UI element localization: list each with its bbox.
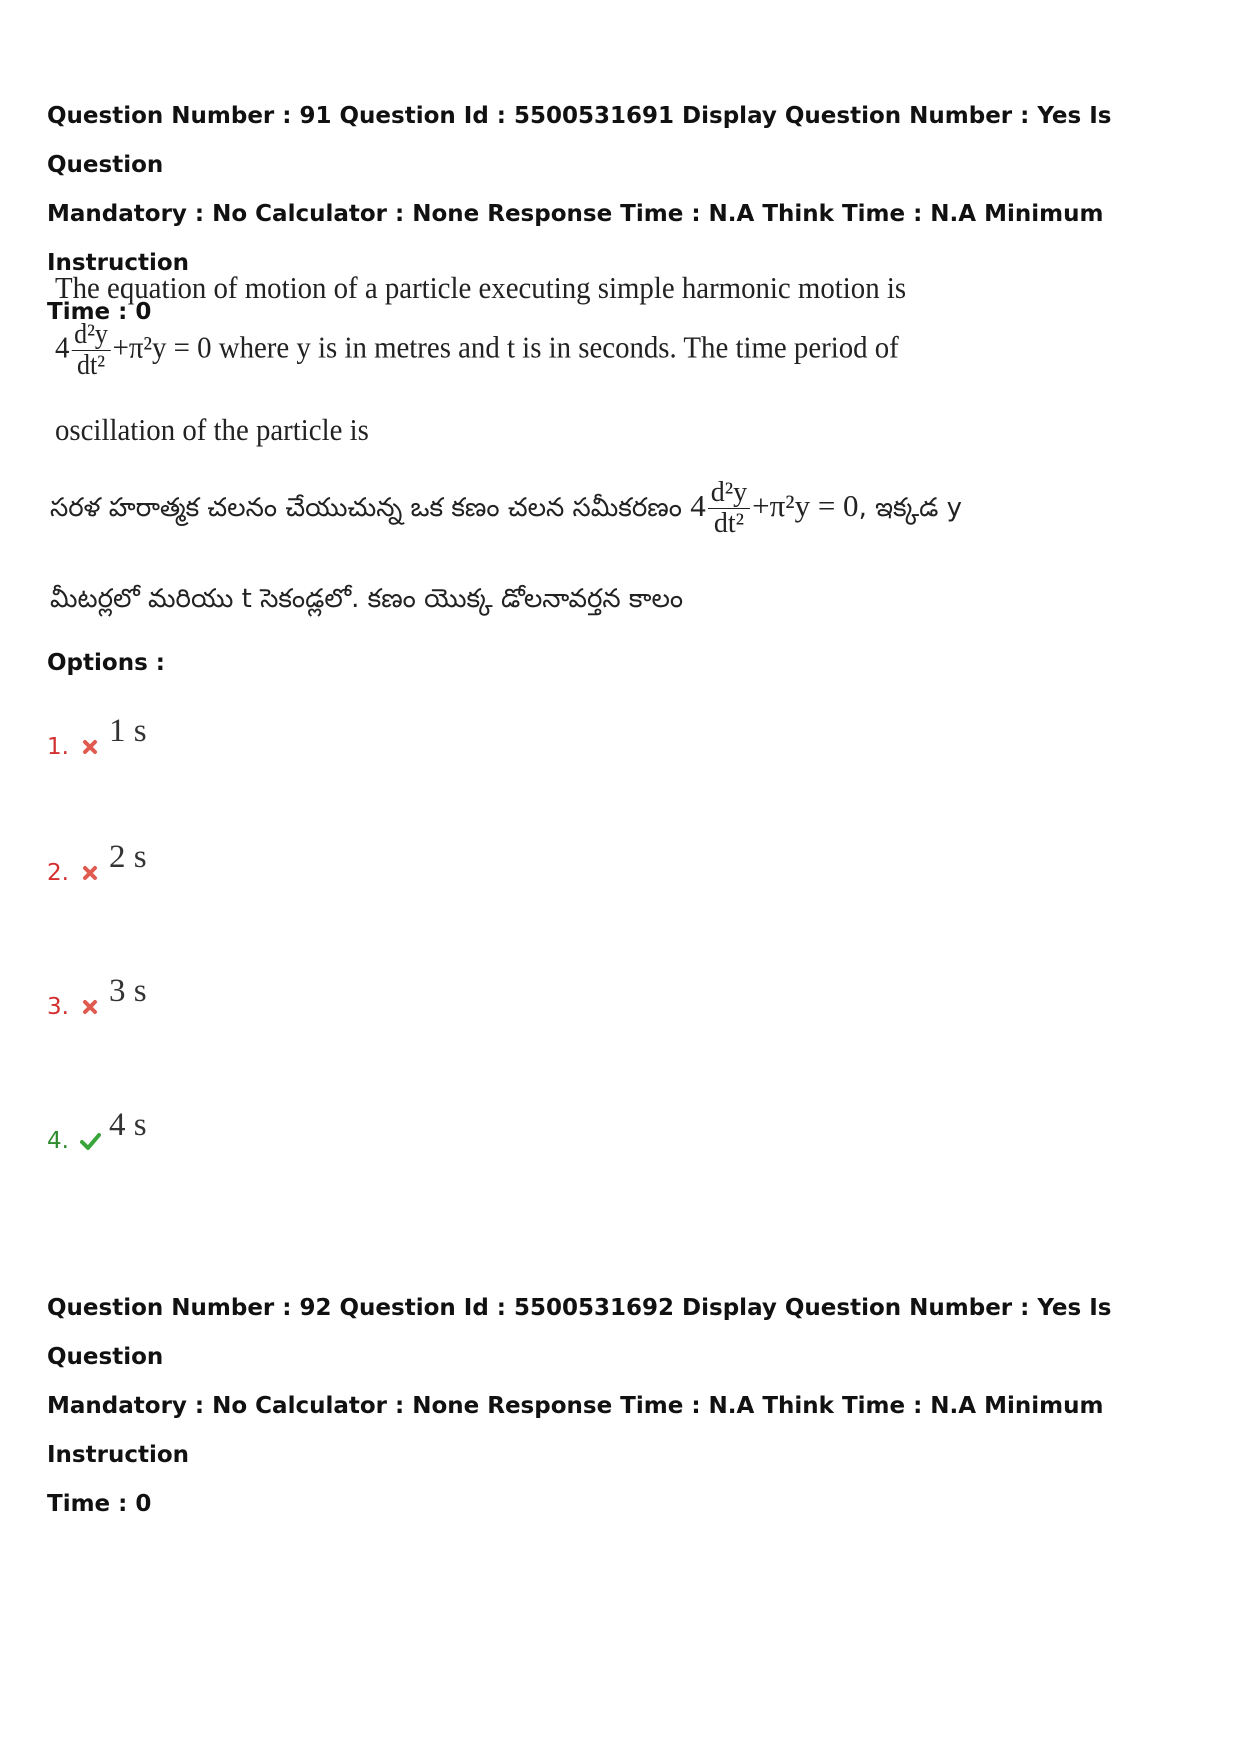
question-92-header (47, 1284, 1207, 1529)
fraction-denominator: dt² (713, 508, 745, 539)
question-header-line: Question Number : 91 Question Id : 5500531691 Display Question Number : Yes Is Question (47, 103, 1112, 178)
question-header-line: Time : 0 (47, 1491, 152, 1517)
cross-icon (79, 862, 101, 884)
equation-rest: +π²y = 0 (752, 488, 859, 523)
option-text: 2 s (109, 839, 147, 875)
question-header-line: Question Number : 92 Question Id : 5500531692 Display Question Number : Yes Is Question (47, 1295, 1112, 1370)
option-2 (47, 838, 347, 888)
question-telugu-text: సరళ హరాత్మక చలనం చేయుచున్న ఒక కణం చలన సమీకరణం (50, 493, 691, 523)
option-number: 4. (47, 1128, 69, 1154)
equation-fraction (708, 478, 750, 539)
option-number: 1. (47, 734, 69, 760)
equation-rest: +π²y = 0 (112, 329, 212, 365)
question-header-line: Time : 0 (47, 299, 152, 325)
question-header-line: Mandatory : No Calculator : None Response Time : N.A Think Time : N.A Minimum Instruction (47, 201, 1104, 276)
question-english-equation-line (55, 320, 899, 381)
option-4 (47, 1106, 347, 1156)
options-label: Options : (47, 650, 165, 676)
option-3 (47, 972, 347, 1022)
question-telugu-text: , ఇక్కడ y (858, 493, 963, 523)
question-telugu-line: మీటర్లలో మరియు t సెకండ్లలో. కణం యొక్క డోలనావర్తన కాలం (50, 584, 684, 614)
equation-coefficient: 4 (690, 488, 706, 523)
question-english-line: oscillation of the particle is (55, 412, 369, 447)
question-english-text: where y is in metres and t is in seconds. The time period of (211, 329, 899, 365)
option-number: 3. (47, 994, 69, 1020)
fraction-numerator: d²y (708, 478, 750, 509)
question-english-line: The equation of motion of a particle executing simple harmonic motion is (55, 270, 907, 305)
fraction-numerator: d²y (71, 320, 110, 351)
fraction-denominator: dt² (76, 350, 106, 381)
question-telugu-line (50, 478, 962, 539)
cross-icon (79, 996, 101, 1018)
option-text: 3 s (109, 973, 147, 1009)
cross-icon (79, 736, 101, 758)
option-text: 4 s (109, 1107, 147, 1143)
question-header-line: Mandatory : No Calculator : None Response Time : N.A Think Time : N.A Minimum Instruction (47, 1393, 1104, 1468)
equation-coefficient: 4 (55, 329, 70, 365)
option-number: 2. (47, 860, 69, 886)
option-1 (47, 712, 347, 762)
equation-fraction (71, 320, 110, 381)
checkmark-icon (79, 1130, 101, 1152)
option-text: 1 s (109, 713, 147, 749)
